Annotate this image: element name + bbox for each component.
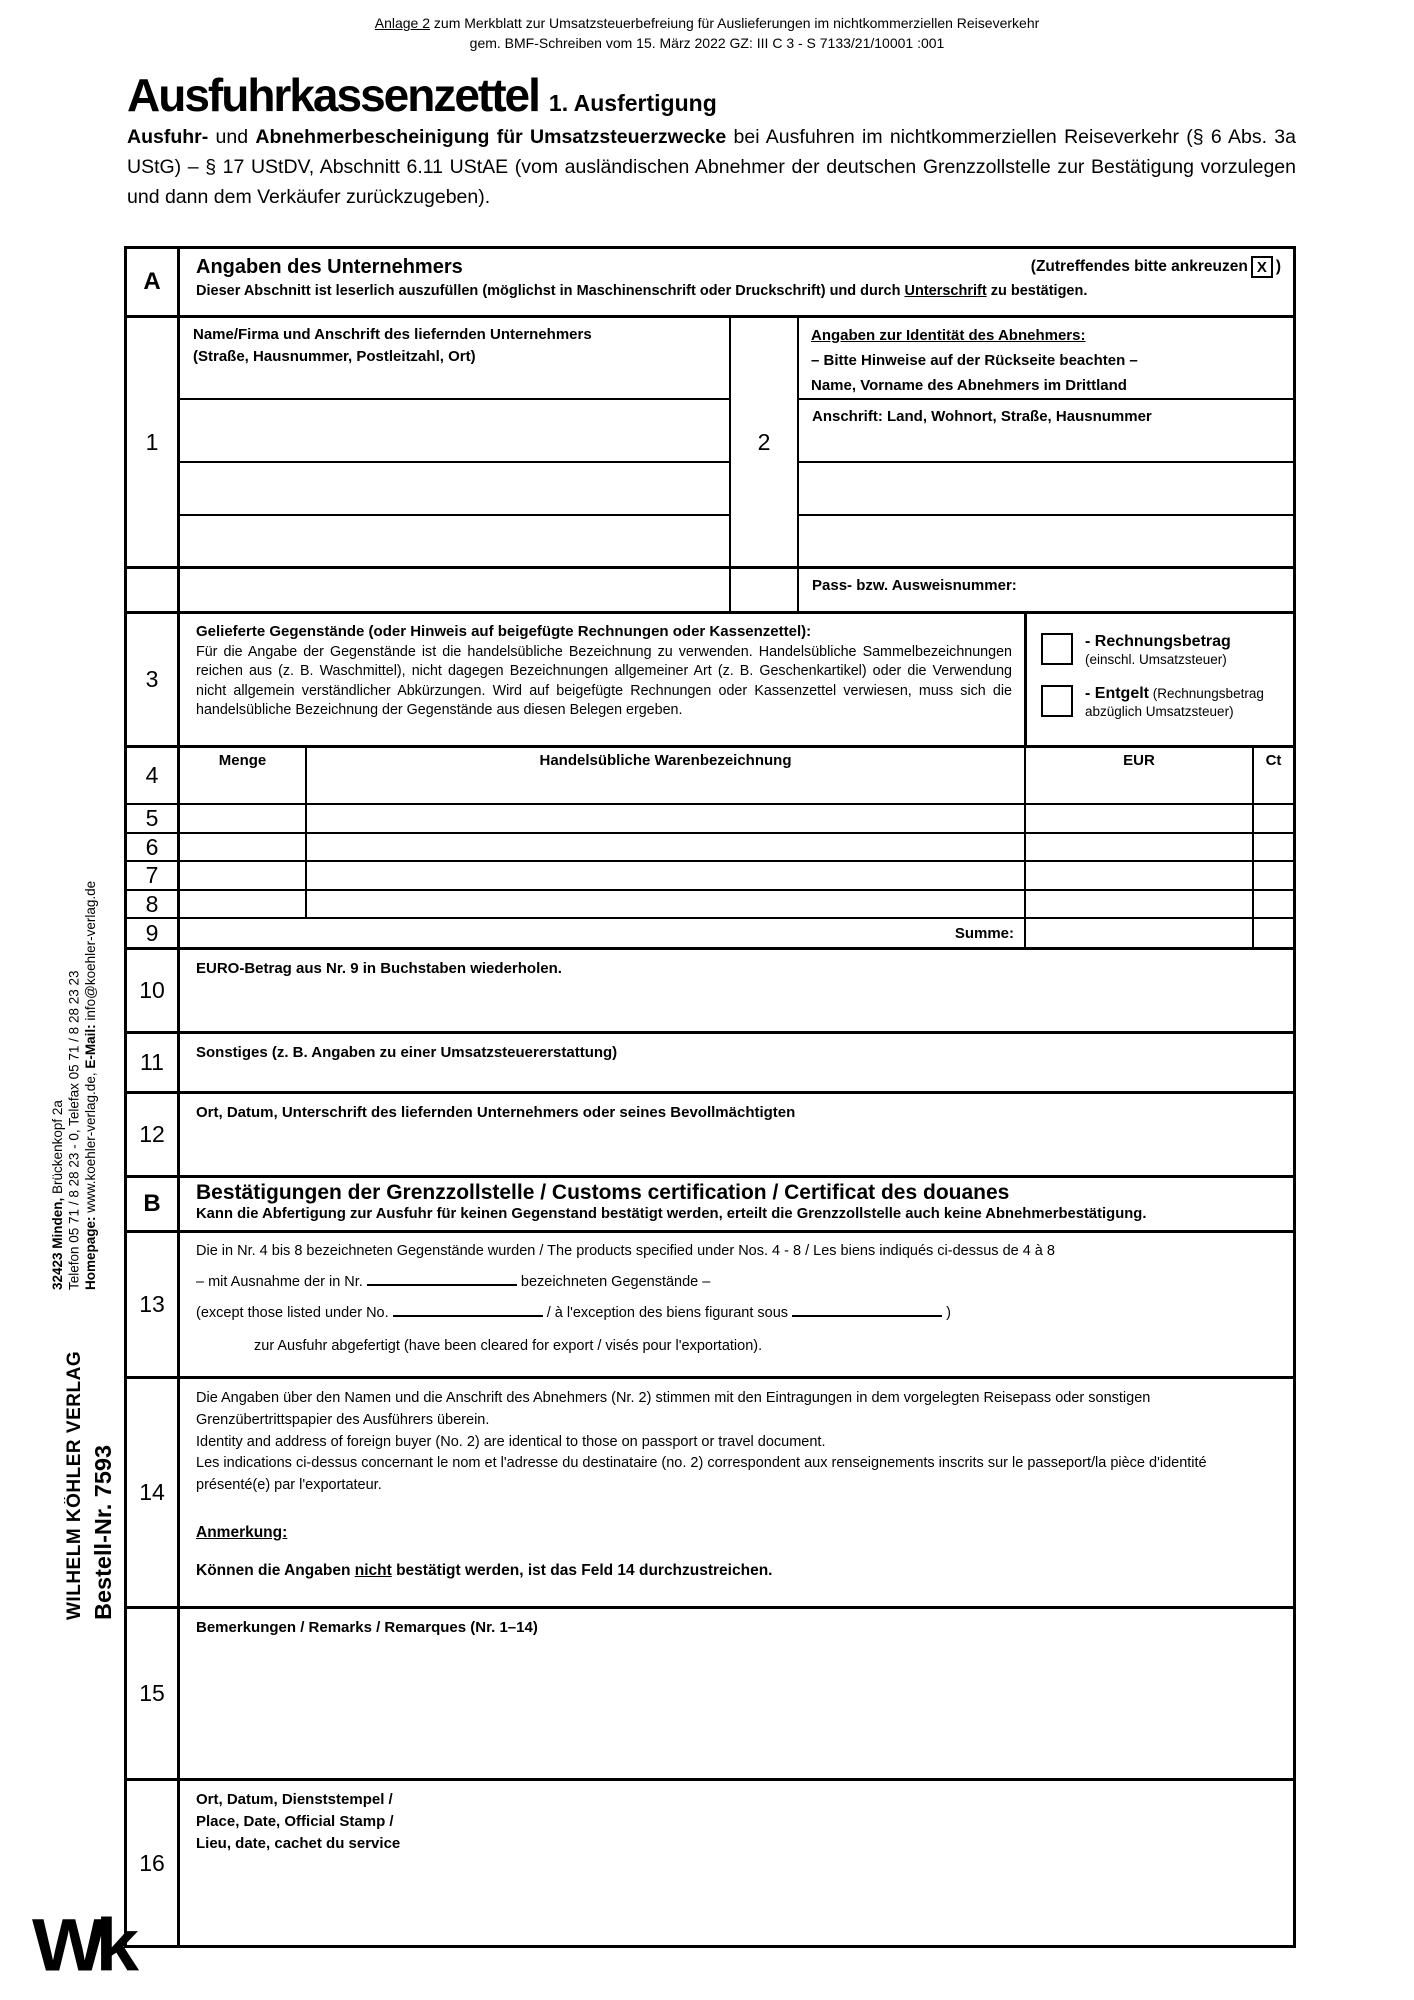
menge-input[interactable] (180, 805, 307, 832)
section-b-header (127, 1175, 1293, 1230)
field-14-row (127, 1376, 1293, 1606)
section-a-header (127, 249, 1293, 315)
copy-number: 1. Ausfertigung (548, 90, 717, 116)
field-1-input-row-1[interactable] (180, 400, 729, 462)
field-16-label: Ort, Datum, Dienststempel / Place, Date, Official Stamp / Lieu, date, cachet du service (196, 1791, 401, 1852)
field-2-column (799, 318, 1293, 611)
section-b-letter: B (127, 1178, 180, 1230)
rechnungsbetrag-group (1041, 632, 1290, 669)
field-10-number: 10 (127, 950, 180, 1031)
entgelt-checkbox[interactable] (1041, 685, 1073, 717)
section-a-subtitle: Dieser Abschnitt ist leserlich auszufüllen (möglichst in Maschinenschrift oder Druckschrift) und durch Unterschrift zu bestätigen. (196, 283, 1088, 299)
goods-row-8 (127, 889, 1293, 917)
field-10-row (127, 947, 1293, 1031)
field-3-body: Für die Angabe der Gegenstände ist die handelsübliche Bezeichnung zu verwenden. Handelsübliche Sammelbezeichnungen reichen aus (z. B. Waschmittel), nicht dagegen Bezeichnungen allgemeiner Art (z. B. Geschenkartikel) oder die Verwendung nicht allgemein verständlicher Abkürzungen. Wird auf beigefügte Rechnungen oder Kassenzettel verwiesen, muss sich die handelsübliche Bezeichnung der Gegenstände aus diesen Belegen ergeben. (196, 644, 1012, 718)
publisher-phone-line: Telefon 05 71 / 8 28 23 - 0, Telefax 05 71 / 8 28 23 23 (66, 970, 82, 1290)
ankreuzen-note: (Zutreffendes bitte ankreuzen X ) (1031, 256, 1281, 278)
eur-header: EUR (1123, 752, 1155, 769)
eur-input[interactable] (1026, 805, 1254, 832)
field-11-number: 11 (127, 1034, 180, 1091)
menge-input[interactable] (180, 748, 307, 803)
section-b-title: Bestätigungen der Grenzzollstelle / Customs certification / Certificat des douanes (196, 1181, 1010, 1204)
field-15-row (127, 1606, 1293, 1778)
field-3-number: 3 (127, 614, 180, 745)
field-1-number: 1 (127, 318, 177, 569)
warenbezeichnung-header: Handelsübliche Warenbezeichnung (539, 752, 792, 769)
rechnungsbetrag-checkbox[interactable] (1041, 633, 1073, 665)
entgelt-label: - Entgelt (Rechnungsbetrag abzüglich Umsatzsteuer) (1085, 684, 1264, 719)
annotation-line-2: gem. BMF-Schreiben vom 15. März 2022 GZ: III C 3 - S 7133/21/10001 :001 (469, 34, 945, 51)
entgelt-group (1041, 684, 1290, 721)
section-a-title: Angaben des Unternehmers (196, 256, 463, 278)
field-1-input-row-4[interactable] (180, 569, 729, 611)
field-13-row (127, 1230, 1293, 1376)
eur-input[interactable] (1026, 834, 1254, 860)
summe-ct-input[interactable] (1254, 919, 1293, 947)
field-15-input[interactable] (180, 1609, 1293, 1778)
top-annotation (0, 14, 1414, 53)
field-13-line-3: (except those listed under No. / à l'exception des biens figurant sous ) (196, 1305, 951, 1321)
field-1-column (180, 318, 731, 611)
field-1-input-row-3[interactable] (180, 516, 729, 569)
summe-eur-input[interactable] (1026, 919, 1254, 947)
field-13-content (180, 1233, 1293, 1376)
field-12-label: Ort, Datum, Unterschrift des liefernden Unternehmers oder seines Bevollmächtigten (196, 1104, 796, 1121)
section-b-subtitle: Kann die Abfertigung zur Ausfuhr für keinen Gegenstand bestätigt werden, erteilt die Grenzzollstelle auch keine Abnehmerbestätigung. (196, 1206, 1147, 1222)
field-2-identity-label: Angaben zur Identität des Abnehmers: – Bitte Hinweise auf der Rückseite beachten – Name, Vorname des Abnehmers im Drittland (811, 327, 1138, 394)
field-1-2-block (127, 315, 1293, 611)
menge-input[interactable] (180, 891, 307, 917)
warenbezeichnung-input[interactable] (307, 834, 1026, 860)
section-b-header-content (180, 1178, 1293, 1230)
section-a-letter: A (127, 249, 180, 315)
field-15-number: 15 (127, 1609, 180, 1778)
anmerkung-text: Können die Angaben nicht bestätigt werden, ist das Feld 14 durchzustreichen. (196, 1562, 773, 1579)
page-title: Ausfuhrkassenzettel (127, 69, 539, 121)
field-16-row (127, 1778, 1293, 1945)
intro-paragraph: Ausfuhr- und Abnehmerbescheinigung für Umsatzsteuerzwecke bei Ausfuhren im nichtkommerziellen Reiseverkehr (§ 6 Abs. 3a UStG) – § 17 UStDV, Abschnitt 6.11 UStAE (vom ausländischen Abnehmer der deutschen Grenzzollstelle zur Bestätigung vorzulegen und dann dem Verkäufer zurückzugeben). (127, 126, 1296, 209)
publisher-address-line: 32423 Minden, Brückenkopf 2a (50, 1100, 65, 1290)
eur-input[interactable] (1026, 862, 1254, 889)
field-3-heading: Gelieferte Gegenstände (oder Hinweis auf beigefügte Rechnungen oder Kassenzettel): (196, 623, 812, 640)
field-12-row (127, 1091, 1293, 1175)
ct-input[interactable] (1254, 805, 1293, 832)
warenbezeichnung-input[interactable] (307, 891, 1026, 917)
exception-nr-field[interactable] (367, 1273, 517, 1286)
field-16-number: 16 (127, 1781, 180, 1945)
rechnungsbetrag-label: - Rechnungsbetrag (einschl. Umsatzsteuer) (1085, 633, 1231, 667)
field-12-number: 12 (127, 1094, 180, 1175)
exception-no-field-en[interactable] (393, 1304, 543, 1317)
field-14-text-de: Die Angaben über den Namen und die Anschrift des Abnehmers (Nr. 2) stimmen mit den Eintragungen in dem vorgelegten Reisepass oder sonstigen Grenzübertrittspapier des Ausführers überein. (196, 1390, 1151, 1428)
field-2-identity-label-cell (799, 318, 1293, 400)
field-1-number-spacer-cell (127, 569, 177, 611)
exception-no-field-fr[interactable] (792, 1304, 942, 1317)
field-14-number: 14 (127, 1379, 180, 1606)
field-2-number-spacer-cell (731, 569, 797, 611)
annotation-line-1: Anlage 2 zum Merkblatt zur Umsatzsteuerbefreiung für Auslieferungen im nichtkommerziellen Reiseverkehr (374, 15, 1040, 31)
field-3-row (127, 611, 1293, 745)
field-2-number: 2 (731, 318, 797, 569)
passport-number-label: Pass- bzw. Ausweisnummer: (812, 577, 1017, 595)
row-4-number: 4 (127, 748, 180, 803)
publisher-web-line: Homepage: www.koehler-verlag.de, E-Mail: info@koehler-verlag.de (83, 880, 98, 1290)
field-12-input[interactable] (180, 1094, 1293, 1175)
field-10-input[interactable] (180, 950, 1293, 1031)
field-16-input[interactable] (180, 1781, 1293, 1945)
field-14-text-en: Identity and address of foreign buyer (No. 2) are identical to those on passport or travel document. (196, 1433, 826, 1450)
field-11-input[interactable] (180, 1034, 1293, 1091)
form-table (124, 246, 1296, 1948)
eur-input[interactable] (1026, 748, 1254, 803)
warenbezeichnung-input[interactable] (307, 805, 1026, 832)
field-13-number: 13 (127, 1233, 180, 1376)
document-title (127, 68, 717, 122)
row-8-number: 8 (127, 891, 180, 917)
goods-row-5 (127, 803, 1293, 832)
publisher-name: WILHELM KÖHLER VERLAG (64, 1350, 85, 1620)
ct-input[interactable] (1254, 834, 1293, 860)
passport-number-input[interactable] (799, 569, 1293, 611)
order-number: Bestell-Nr. 7593 (90, 1444, 116, 1620)
field-11-label: Sonstiges (z. B. Angaben zu einer Umsatzsteuererstattung) (196, 1044, 618, 1061)
ct-input[interactable] (1254, 862, 1293, 889)
field-11-row (127, 1031, 1293, 1091)
amount-type-checkboxes (1027, 614, 1296, 745)
ct-header: Ct (1265, 752, 1282, 769)
section-a-header-content (180, 249, 1293, 315)
field-10-label: EURO-Betrag aus Nr. 9 in Buchstaben wiederholen. (196, 960, 562, 977)
menge-input[interactable] (180, 834, 307, 860)
ct-input[interactable] (1254, 891, 1293, 917)
field-13-line-4: zur Ausfuhr abgefertigt (have been cleared for export / visés pour l'exportation). (254, 1338, 763, 1354)
goods-header-row (127, 745, 1293, 803)
field-1-label-cell (180, 318, 729, 400)
row-7-number: 7 (127, 862, 180, 889)
publisher-name-block (62, 1215, 120, 1620)
row-5-number: 5 (127, 805, 180, 832)
menge-input[interactable] (180, 862, 307, 889)
field-1-input-row-2[interactable] (180, 463, 729, 516)
field-3-text (180, 614, 1027, 745)
row-6-number: 6 (127, 834, 180, 860)
field-2-input-row-3[interactable] (799, 516, 1293, 569)
ankreuzen-example-checkbox: X (1251, 256, 1273, 278)
field-2-number-column (731, 318, 799, 611)
anmerkung-title: Anmerkung: (196, 1523, 288, 1541)
field-2-input-row-2[interactable] (799, 463, 1293, 516)
warenbezeichnung-input[interactable] (307, 862, 1026, 889)
field-1-label: Name/Firma und Anschrift des liefernden Unternehmers (Straße, Hausnummer, Postleitzahl, Ort) (193, 326, 592, 365)
goods-row-7 (127, 860, 1293, 889)
publisher-logo-wk-icon: Wk (32, 1903, 129, 1987)
ct-input[interactable] (1254, 748, 1293, 803)
field-15-label: Bemerkungen / Remarks / Remarques (Nr. 1–14) (196, 1619, 538, 1636)
goods-sum-row (127, 917, 1293, 947)
eur-input[interactable] (1026, 891, 1254, 917)
field-13-line-2: – mit Ausnahme der in Nr. bezeichneten Gegenstände – (196, 1274, 711, 1290)
summe-label-cell (180, 919, 1026, 947)
goods-row-6 (127, 832, 1293, 860)
field-2-address-label: Anschrift: Land, Wohnort, Straße, Hausnummer (812, 408, 1152, 426)
row-9-number: 9 (127, 919, 180, 947)
field-14-text-fr: Les indications ci-dessus concernant le nom et l'adresse du destinataire (no. 2) correspondent aux renseignements inscrits sur le passeport/la pièce d'identité présenté(e) par l'exportateur. (196, 1455, 1207, 1493)
field-13-line-1: Die in Nr. 4 bis 8 bezeichneten Gegenstände wurden / The products specified under Nos. 4 - 8 / Les biens indiqués ci-dessus de 4 à 8 (196, 1243, 1055, 1259)
menge-header: Menge (218, 752, 267, 769)
warenbezeichnung-input[interactable] (307, 748, 1026, 803)
anlage-reference: Anlage 2 (374, 15, 431, 31)
field-2-address-input[interactable] (799, 400, 1293, 462)
summe-label: Summe: (954, 924, 1014, 942)
field-14-content (180, 1379, 1293, 1606)
field-1-number-column (127, 318, 180, 611)
